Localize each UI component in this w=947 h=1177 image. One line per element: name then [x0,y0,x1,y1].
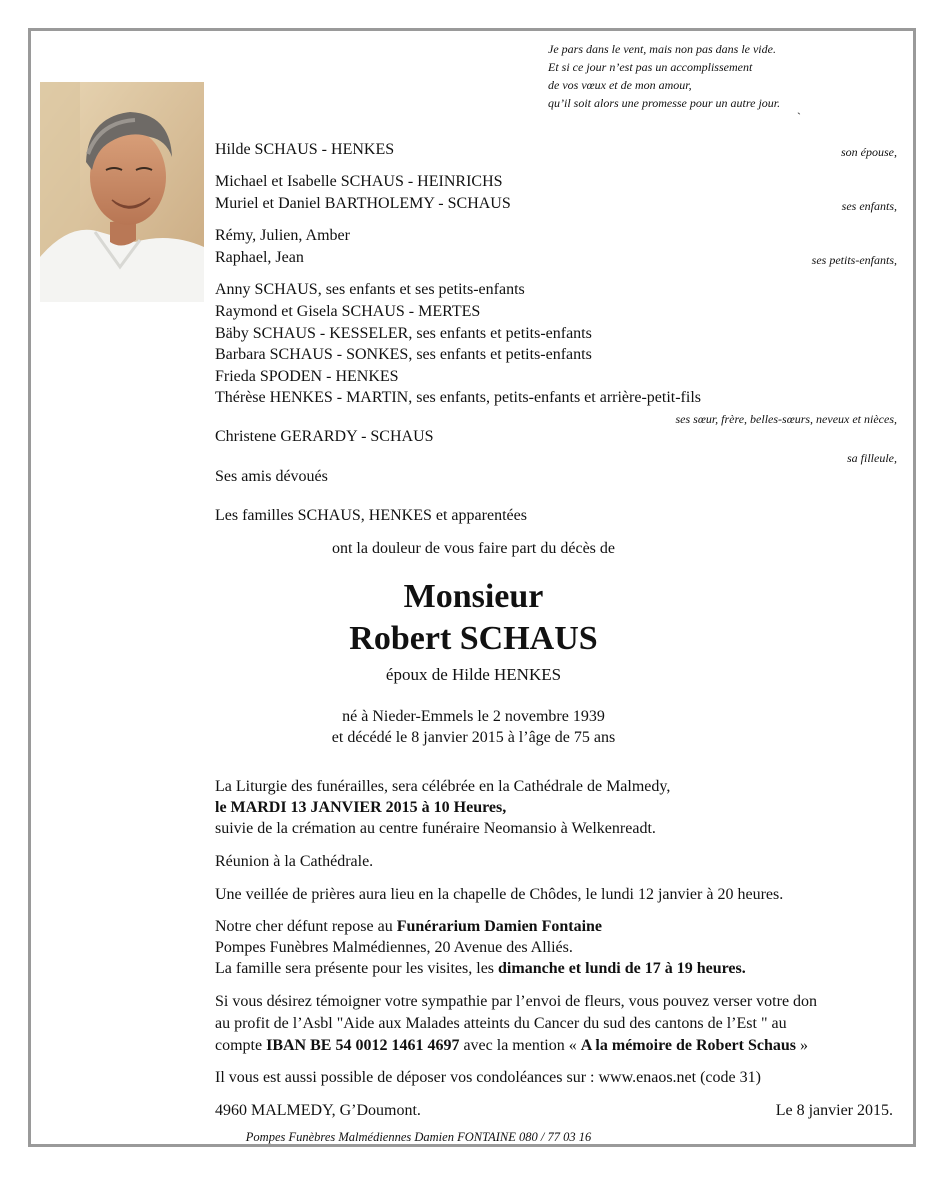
family-child: Michael et Isabelle SCHAUS - HEINRICHS [215,173,503,190]
family-sibling: Thérèse HENKES - MARTIN, ses enfants, petits-enfants et arrière-petit-fils [215,389,701,406]
family-sibling: Raymond et Gisela SCHAUS - MERTES [215,303,481,320]
family-child: Muriel et Daniel BARTHOLEMY - SCHAUS [215,195,511,212]
liturgy-line: La Liturgie des funérailles, sera célébrée en la Cathédrale de Malmedy, [215,778,671,795]
spouse-of: époux de Hilde HENKES [385,665,562,684]
rest-address: Pompes Funèbres Malmédiennes, 20 Avenue des Alliés. [215,939,573,956]
birth-info: né à Nieder-Emmels le 2 novembre 1939 [342,708,605,725]
rest-line [215,918,602,936]
donation-text: » [796,1037,808,1054]
family-grandchild: Rémy, Julien, Amber [215,227,350,244]
donation-line: au profit de l’Asbl "Aide aux Malades atteints du Cancer du sud des cantons de l’Est " au [215,1015,787,1032]
death-info: et décédé le 8 janvier 2015 à l’âge de 75 ans [331,729,616,746]
role-spouse: son épouse, [841,145,897,159]
announcement: ont la douleur de vous faire part du décès de [331,540,615,557]
role-grandchildren: ses petits-enfants, [811,253,897,267]
donation-line: Si vous désirez témoigner votre sympathie par l’envoi de fleurs, vous pouvez verser votre don [215,993,818,1010]
poem-mark: ` [797,110,801,124]
visits-line [215,960,746,978]
date: Le 8 janvier 2015. [775,1102,893,1119]
family-sibling: Bäby SCHAUS - KESSELER, ses enfants et petits-enfants [215,325,592,342]
poem [548,40,780,112]
liturgy-line: suivie de la crémation au centre funéraire Neomansio à Welkenreadt. [215,820,656,837]
vigil-info: Une veillée de prières aura lieu en la chapelle de Chôdes, le lundi 12 janvier à 20 heures. [215,886,784,903]
poem-line: de vos vœux et de mon amour, [548,78,692,92]
poem-line: Et si ce jour n’est pas un accomplissement [548,60,753,74]
family-friends: Ses amis dévoués [215,468,328,485]
role-children: ses enfants, [841,199,897,213]
role-siblings: ses sœur, frère, belles-sœurs, neveux et nièces, [675,412,897,426]
family-sibling: Frieda SPODEN - HENKES [215,368,399,385]
family-sibling: Barbara SCHAUS - SONKES, ses enfants et petits-enfants [215,346,592,363]
family-goddaughter: Christene GERARDY - SCHAUS [215,428,434,445]
role-goddaughter: sa filleule, [847,451,897,465]
portrait-photo [40,82,204,302]
poem-line: qu’il soit alors une promesse pour un autre jour. [548,96,781,110]
family-sibling: Anny SCHAUS, ses enfants et ses petits-enfants [215,281,525,298]
donation-mention: A la mémoire de Robert Schaus [580,1037,796,1054]
visits-prefix: La famille sera présente pour les visites, les [215,960,499,977]
family-grandchild: Raphael, Jean [215,249,304,266]
rest-prefix: Notre cher défunt repose au [215,918,397,935]
deceased-name: Robert SCHAUS [349,620,598,657]
family-families: Les familles SCHAUS, HENKES et apparentées [215,507,527,524]
footer-undertaker: Pompes Funèbres Malmédiennes Damien FONTAINE 080 / 77 03 16 [245,1130,592,1144]
donation-text: compte [215,1037,267,1054]
condolences-info: Il vous est aussi possible de déposer vos condoléances sur : www.enaos.net (code 31) [215,1069,761,1086]
iban: IBAN BE 54 0012 1461 4697 [266,1037,460,1054]
rest-place: Funérarium Damien Fontaine [396,918,603,935]
donation-text: avec la mention « [459,1037,581,1054]
deceased-title: Monsieur [403,578,544,615]
family-spouse: Hilde SCHAUS - HENKES [215,141,395,158]
donation-line [215,1037,808,1055]
poem-line: Je pars dans le vent, mais non pas dans le vide. [548,42,776,56]
address: 4960 MALMEDY, G’Doumont. [215,1102,421,1119]
liturgy-date: le MARDI 13 JANVIER 2015 à 10 Heures, [215,799,507,816]
visits-times: dimanche et lundi de 17 à 19 heures. [498,960,746,977]
reunion-info: Réunion à la Cathédrale. [215,853,374,870]
